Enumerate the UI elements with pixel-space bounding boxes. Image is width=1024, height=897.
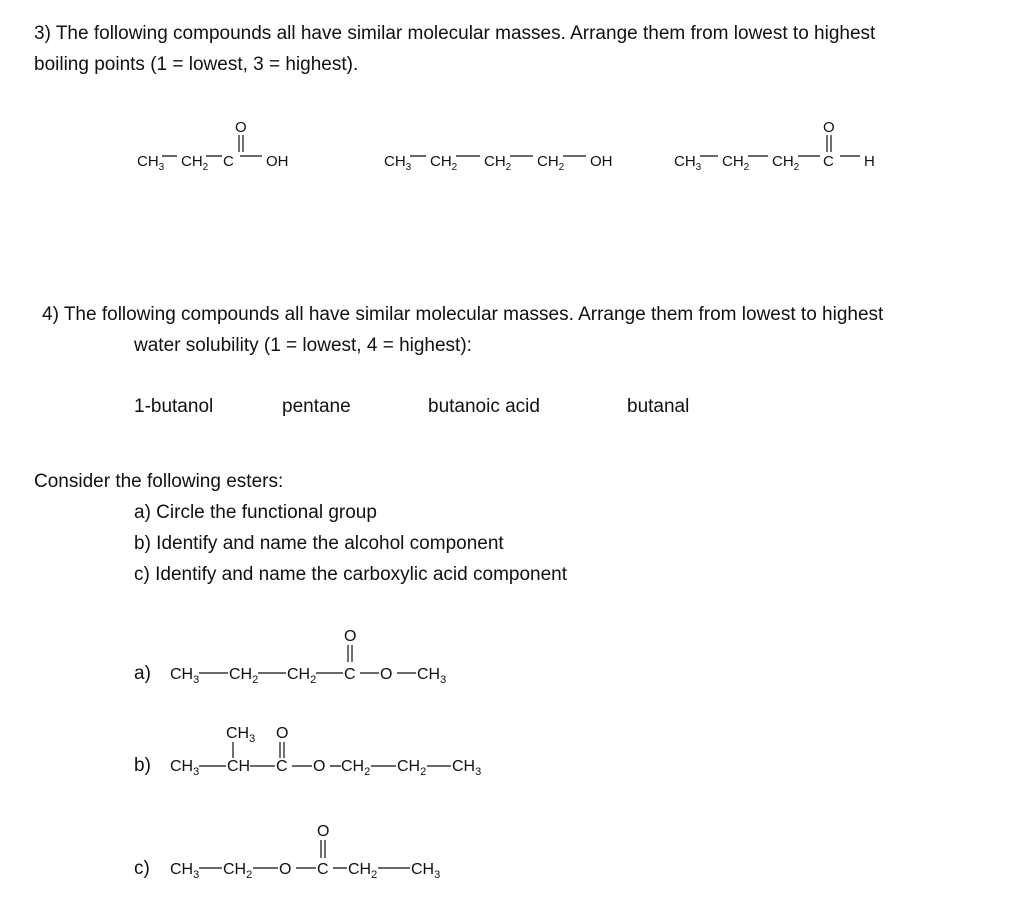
atom-ch: CH (227, 758, 251, 775)
atom-ch3: $CH_3$ (170, 758, 200, 778)
q4-line2: water solubility (1 = lowest, 4 = highest): (134, 335, 472, 356)
atom-ch2: $CH_2$ (537, 153, 565, 173)
atom-carbonyl-o: O (344, 628, 357, 645)
atom-o: O (279, 861, 292, 878)
atom-ch3: $CH_3$ (137, 153, 165, 173)
atom-carbonyl-c: C (344, 666, 356, 683)
atom-ch2: $CH_2$ (430, 153, 458, 173)
esters-instruction-a: a) Circle the functional group (134, 502, 377, 523)
atom-ch3: $CH_3$ (417, 666, 447, 686)
q3-line1: 3) The following compounds all have similar molecular masses. Arrange them from lowest to highest (34, 23, 876, 44)
atom-o: O (313, 758, 326, 775)
atom-oh: OH (590, 153, 613, 170)
ester-a-label: a) (134, 663, 151, 684)
atom-ch2: $CH_2$ (229, 666, 259, 686)
atom-branch-ch3: $CH_3$ (226, 725, 256, 745)
atom-ch2: $CH_2$ (223, 861, 253, 881)
atom-oh: OH (266, 153, 289, 170)
atom-carbonyl-o: O (317, 823, 330, 840)
q4-option-1-butanol: 1-butanol (134, 396, 214, 417)
atom-ch2: $CH_2$ (397, 758, 427, 778)
atom-carbonyl-o: O (823, 119, 835, 136)
atom-carbonyl-c: C (823, 153, 834, 170)
atom-carbonyl-c: C (317, 861, 329, 878)
atom-h: H (864, 153, 875, 170)
q4-option-butanoic-acid: butanoic acid (428, 396, 540, 417)
esters-instruction-b: b) Identify and name the alcohol component (134, 533, 504, 554)
atom-o: O (380, 666, 393, 683)
q4-line1: 4) The following compounds all have similar molecular masses. Arrange them from lowest to highest (42, 304, 884, 325)
atom-ch2: $CH_2$ (341, 758, 371, 778)
esters-intro: Consider the following esters: (34, 471, 284, 492)
q4-option-butanal: butanal (627, 396, 690, 417)
atom-ch3: $CH_3$ (452, 758, 482, 778)
atom-carbonyl-o: O (276, 725, 289, 742)
atom-ch2: $CH_2$ (722, 153, 750, 173)
atom-carbonyl-c: C (223, 153, 234, 170)
atom-ch3: $CH_3$ (384, 153, 412, 173)
q4-option-pentane: pentane (282, 396, 351, 417)
atom-ch2: $CH_2$ (287, 666, 317, 686)
atom-ch2: $CH_2$ (348, 861, 378, 881)
atom-ch3: $CH_3$ (411, 861, 441, 881)
q3-line2: boiling points (1 = lowest, 3 = highest). (34, 54, 359, 75)
atom-ch3: $CH_3$ (170, 861, 200, 881)
esters-instruction-c: c) Identify and name the carboxylic acid component (134, 564, 568, 585)
atom-ch2: $CH_2$ (772, 153, 800, 173)
ester-b-label: b) (134, 755, 151, 776)
atom-ch3: $CH_3$ (674, 153, 702, 173)
atom-ch2: $CH_2$ (484, 153, 512, 173)
atom-carbonyl-c: C (276, 758, 288, 775)
atom-carbonyl-o: O (235, 119, 247, 136)
ester-c-label: c) (134, 858, 150, 879)
atom-ch2: $CH_2$ (181, 153, 209, 173)
atom-ch3: $CH_3$ (170, 666, 200, 686)
